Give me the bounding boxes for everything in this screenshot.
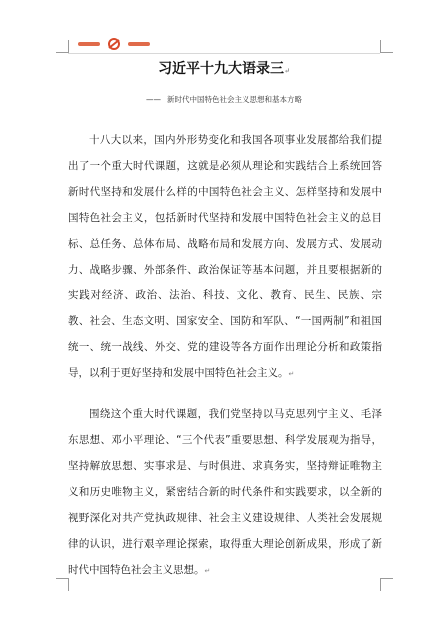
paragraph-2-text: 围绕这个重大时代课题，我们党坚持以马克思列宁主义、毛泽东思想、邓小平理论、“三个代表”重要思想、科学发展观为指导，坚持解放思想、实事求是、与时俱进、求真务实，坚持辩证唯物主义和历史唯物主义，紧密结合新的时代条件和实践要求，以全新的视野深化对共产党执政规律、社会主义建设规律、人类社会发展规律的认识，进行艰辛理论探索，取得重大理论创新成果，形成了新时代中国特色社会主义思想。 — [68, 408, 382, 576]
header-rule — [68, 53, 380, 54]
subtitle-text: 新时代中国特色社会主义思想和基本方略 — [167, 95, 302, 104]
paragraph-mark: ↵ — [288, 370, 295, 379]
title-text: 习近平十九大语录三 — [158, 61, 285, 77]
paragraph-1 — [68, 128, 382, 388]
margin-corner-top-left — [56, 40, 69, 53]
paragraph-1-text: 十八大以来，国内外形势变化和我国各项事业发展都给我们提出了一个重大时代课题，这就是必须从理论和实践结合上系统回答新时代坚持和发展什么样的中国特色社会主义、怎样坚持和发展中国特色社会主义，包括新时代坚持和发展中国特色社会主义的总目标、总任务、总体布局、战略布局和发展方向、发展方式、发展动力、战略步骤、外部条件、政治保证等基本问题，并且要根据新的实践对经济、政治、法治、科技、文化、教育、民生、民族、宗教、社会、生态文明、国家安全、国防和军队、“一国两制”和祖国统一、统一战线、外交、党的建设等各方面作出理论分析和政策指导，以利于更好坚持和发展中国特色社会主义。 — [68, 134, 382, 380]
hammer-sickle-icon — [78, 37, 150, 51]
paragraph-mark: ↵ — [284, 66, 290, 75]
document-title — [60, 58, 388, 78]
document-subtitle — [60, 94, 388, 105]
paragraph-2 — [68, 402, 382, 584]
document-body — [68, 128, 382, 584]
paragraph-mark: ↵ — [204, 566, 211, 575]
margin-corner-top-right — [380, 40, 393, 53]
subtitle-dash: —— — [146, 95, 161, 104]
